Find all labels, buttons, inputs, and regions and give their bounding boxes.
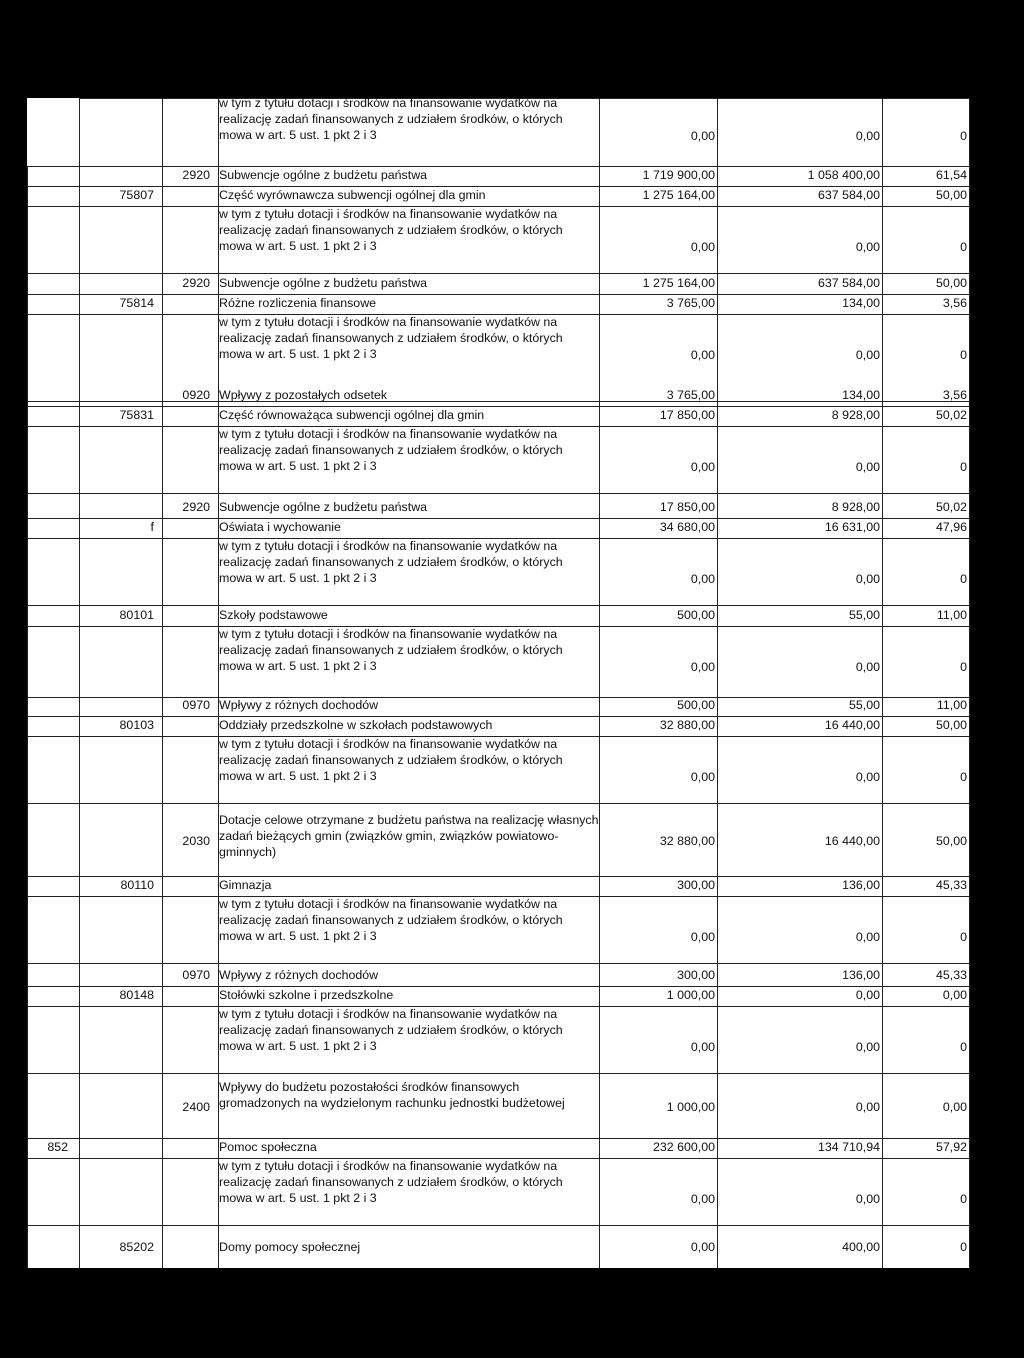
in-which-pct: 0 <box>960 129 967 143</box>
paragraf-exec-value: 134,00 <box>842 388 880 402</box>
rozdzial-description: Domy pomocy społecznej <box>219 1240 361 1254</box>
in-which-plan: 0,00 <box>690 1192 715 1206</box>
in-which-exec: 0,00 <box>855 460 880 474</box>
paragraf-description: Dotacje celowe otrzymane z budżetu państwa na realizację własnych zadań bieżących gmin (związków gmin, związków powiatowo-gminnych) <box>219 813 599 859</box>
budget-table <box>27 98 970 1268</box>
in-which-pct: 0 <box>960 930 967 944</box>
paragraf-plan-value: 500,00 <box>677 698 715 712</box>
in-which-description: w tym z tytułu dotacji i środków na finansowanie wydatków na realizację zadań finansowanych z udziałem środków, o których mowa w art. 5 ust. 1 pkt 2 i 3 <box>219 315 563 361</box>
in-which-exec: 0,00 <box>855 240 880 254</box>
in-which-pct: 0 <box>960 770 967 784</box>
paragraf-description: Subwencje ogólne z budżetu państwa <box>219 276 428 290</box>
in-which-exec: 0,00 <box>855 1192 880 1206</box>
paragraf-pct-value: 3,56 <box>942 388 967 402</box>
in-which-description: w tym z tytułu dotacji i środków na finansowanie wydatków na realizację zadań finansowanych z udziałem środków, o których mowa w art. 5 ust. 1 pkt 2 i 3 <box>219 737 563 783</box>
paragraf-plan-value: 3 765,00 <box>666 388 715 402</box>
rozdzial-code: 85202 <box>119 1240 154 1254</box>
rozdzial-plan-value: 1 000,00 <box>666 988 715 1002</box>
in-which-description: w tym z tytułu dotacji i środków na finansowanie wydatków na realizację zadań finansowanych z udziałem środków, o których mowa w art. 5 ust. 1 pkt 2 i 3 <box>219 96 563 142</box>
paragraf-description: Wpływy z różnych dochodów <box>219 698 379 712</box>
paragraf-code: 2400 <box>182 1100 210 1114</box>
rozdzial-code: 75831 <box>119 408 154 422</box>
dzial-exec-value: 134 710,94 <box>817 1140 880 1154</box>
paragraf-exec-value: 55,00 <box>848 698 880 712</box>
in-which-plan: 0,00 <box>690 460 715 474</box>
in-which-plan: 0,00 <box>690 660 715 674</box>
rozdzial-description: Część równoważąca subwencji ogólnej dla gmin <box>219 408 485 422</box>
dzial-description: Pomoc społeczna <box>219 1140 317 1154</box>
in-which-description: w tym z tytułu dotacji i środków na finansowanie wydatków na realizację zadań finansowanych z udziałem środków, o których mowa w art. 5 ust. 1 pkt 2 i 3 <box>219 427 563 473</box>
rozdzial-plan-value: 500,00 <box>677 608 715 622</box>
rozdzial-description: Część wyrównawcza subwencji ogólnej dla gmin <box>219 188 486 202</box>
in-which-pct: 0 <box>960 1192 967 1206</box>
rozdzial-pct-value: 50,02 <box>935 408 967 422</box>
dzial-pct-value: 47,96 <box>935 520 967 534</box>
dzial-exec-value: 16 631,00 <box>824 520 880 534</box>
rozdzial-description: Szkoły podstawowe <box>219 608 328 622</box>
rozdzial-exec-value: 637 584,00 <box>817 188 880 202</box>
in-which-description: w tym z tytułu dotacji i środków na finansowanie wydatków na realizację zadań finansowanych z udziałem środków, o których mowa w art. 5 ust. 1 pkt 2 i 3 <box>219 897 563 943</box>
rozdzial-code: 75814 <box>119 296 154 310</box>
rozdzial-description: Stołówki szkolne i przedszkolne <box>219 988 394 1002</box>
in-which-plan: 0,00 <box>690 1040 715 1054</box>
paragraf-exec-value: 1 058 400,00 <box>807 168 880 182</box>
in-which-plan: 0,00 <box>690 930 715 944</box>
in-which-exec: 0,00 <box>855 930 880 944</box>
paragraf-description: Wpływy do budżetu pozostałości środków finansowych gromadzonych na wydzielonym rachunku jednostki budżetowej <box>219 1080 565 1110</box>
paragraf-description: Wpływy z pozostałych odsetek <box>219 388 388 402</box>
rozdzial-plan-value: 3 765,00 <box>666 296 715 310</box>
in-which-pct: 0 <box>960 572 967 586</box>
paragraf-plan-value: 1 000,00 <box>666 1100 715 1114</box>
in-which-description: w tym z tytułu dotacji i środków na finansowanie wydatków na realizację zadań finansowanych z udziałem środków, o których mowa w art. 5 ust. 1 pkt 2 i 3 <box>219 207 563 253</box>
in-which-plan: 0,00 <box>690 240 715 254</box>
paragraf-exec-value: 136,00 <box>842 968 880 982</box>
in-which-exec: 0,00 <box>855 129 880 143</box>
rozdzial-exec-value: 400,00 <box>842 1240 880 1254</box>
in-which-pct: 0 <box>960 348 967 362</box>
rozdzial-exec-value: 134,00 <box>842 296 880 310</box>
paragraf-code: 2920 <box>182 276 210 290</box>
in-which-description: w tym z tytułu dotacji i środków na finansowanie wydatków na realizację zadań finansowanych z udziałem środków, o których mowa w art. 5 ust. 1 pkt 2 i 3 <box>219 1007 563 1053</box>
paragraf-pct-value: 61,54 <box>935 168 967 182</box>
dzial-code: f <box>150 520 154 534</box>
in-which-plan: 0,00 <box>690 770 715 784</box>
paragraf-pct-value: 11,00 <box>936 698 967 712</box>
rozdzial-plan-value: 0,00 <box>690 1240 715 1254</box>
in-which-exec: 0,00 <box>855 572 880 586</box>
rozdzial-exec-value: 16 440,00 <box>824 718 880 732</box>
dzial-description: Oświata i wychowanie <box>219 520 341 534</box>
rozdzial-code: 80110 <box>120 878 154 892</box>
in-which-pct: 0 <box>960 660 967 674</box>
in-which-description: w tym z tytułu dotacji i środków na finansowanie wydatków na realizację zadań finansowanych z udziałem środków, o których mowa w art. 5 ust. 1 pkt 2 i 3 <box>219 539 563 585</box>
paragraf-plan-value: 17 850,00 <box>659 500 715 514</box>
dzial-code: 852 <box>47 1140 68 1154</box>
rozdzial-exec-value: 0,00 <box>855 988 880 1002</box>
rozdzial-pct-value: 3,56 <box>942 296 967 310</box>
rozdzial-description: Różne rozliczenia finansowe <box>219 296 377 310</box>
rozdzial-description: Gimnazja <box>219 878 272 892</box>
paragraf-plan-value: 1 719 900,00 <box>642 168 715 182</box>
in-which-description: w tym z tytułu dotacji i środków na finansowanie wydatków na realizację zadań finansowanych z udziałem środków, o których mowa w art. 5 ust. 1 pkt 2 i 3 <box>219 627 563 673</box>
paragraf-code: 0970 <box>182 698 210 712</box>
rozdzial-exec-value: 55,00 <box>848 608 880 622</box>
in-which-pct: 0 <box>960 1040 967 1054</box>
paragraf-exec-value: 8 928,00 <box>831 500 880 514</box>
paragraf-code: 2920 <box>182 500 210 514</box>
paragraf-plan-value: 32 880,00 <box>659 834 715 848</box>
in-which-plan: 0,00 <box>690 129 715 143</box>
paragraf-pct-value: 50,00 <box>935 834 967 848</box>
rozdzial-code: 80101 <box>119 608 154 622</box>
rozdzial-plan-value: 32 880,00 <box>659 718 715 732</box>
rozdzial-exec-value: 8 928,00 <box>831 408 880 422</box>
paragraf-plan-value: 300,00 <box>677 968 715 982</box>
in-which-exec: 0,00 <box>855 770 880 784</box>
paragraf-pct-value: 50,00 <box>935 276 967 290</box>
in-which-plan: 0,00 <box>690 572 715 586</box>
paragraf-description: Subwencje ogólne z budżetu państwa <box>219 500 428 514</box>
rozdzial-pct-value: 50,00 <box>935 718 967 732</box>
rozdzial-code: 80148 <box>119 988 154 1002</box>
paragraf-code: 2030 <box>182 834 210 848</box>
paragraf-description: Subwencje ogólne z budżetu państwa <box>219 168 428 182</box>
paragraf-pct-value: 45,33 <box>935 968 967 982</box>
in-which-exec: 0,00 <box>855 1040 880 1054</box>
rozdzial-plan-value: 1 275 164,00 <box>642 188 715 202</box>
paragraf-description: Wpływy z różnych dochodów <box>219 968 379 982</box>
paragraf-code: 0920 <box>182 388 210 402</box>
paragraf-code: 2920 <box>182 168 210 182</box>
rozdzial-plan-value: 300,00 <box>677 878 715 892</box>
dzial-pct-value: 57,92 <box>935 1140 967 1154</box>
rozdzial-pct-value: 50,00 <box>935 188 967 202</box>
rozdzial-pct-value: 11,00 <box>936 608 967 622</box>
paragraf-code: 0970 <box>182 968 210 982</box>
paragraf-exec-value: 0,00 <box>855 1100 880 1114</box>
dzial-plan-value: 34 680,00 <box>659 520 715 534</box>
paragraf-pct-value: 50,02 <box>935 500 967 514</box>
rozdzial-pct-value: 0,00 <box>942 988 967 1002</box>
rozdzial-code: 75807 <box>119 188 154 202</box>
rozdzial-description: Oddziały przedszkolne w szkołach podstawowych <box>219 718 493 732</box>
dzial-plan-value: 232 600,00 <box>652 1140 715 1154</box>
in-which-description: w tym z tytułu dotacji i środków na finansowanie wydatków na realizację zadań finansowanych z udziałem środków, o których mowa w art. 5 ust. 1 pkt 2 i 3 <box>219 1159 563 1205</box>
in-which-pct: 0 <box>960 460 967 474</box>
rozdzial-exec-value: 136,00 <box>842 878 880 892</box>
paragraf-exec-value: 16 440,00 <box>824 834 880 848</box>
in-which-plan: 0,00 <box>690 348 715 362</box>
rozdzial-code: 80103 <box>119 718 154 732</box>
in-which-exec: 0,00 <box>855 660 880 674</box>
rozdzial-plan-value: 17 850,00 <box>659 408 715 422</box>
paragraf-pct-value: 0,00 <box>942 1100 967 1114</box>
in-which-pct: 0 <box>960 240 967 254</box>
paragraf-plan-value: 1 275 164,00 <box>642 276 715 290</box>
rozdzial-pct-value: 0 <box>960 1240 967 1254</box>
in-which-exec: 0,00 <box>855 348 880 362</box>
rozdzial-pct-value: 45,33 <box>935 878 967 892</box>
paragraf-exec-value: 637 584,00 <box>817 276 880 290</box>
